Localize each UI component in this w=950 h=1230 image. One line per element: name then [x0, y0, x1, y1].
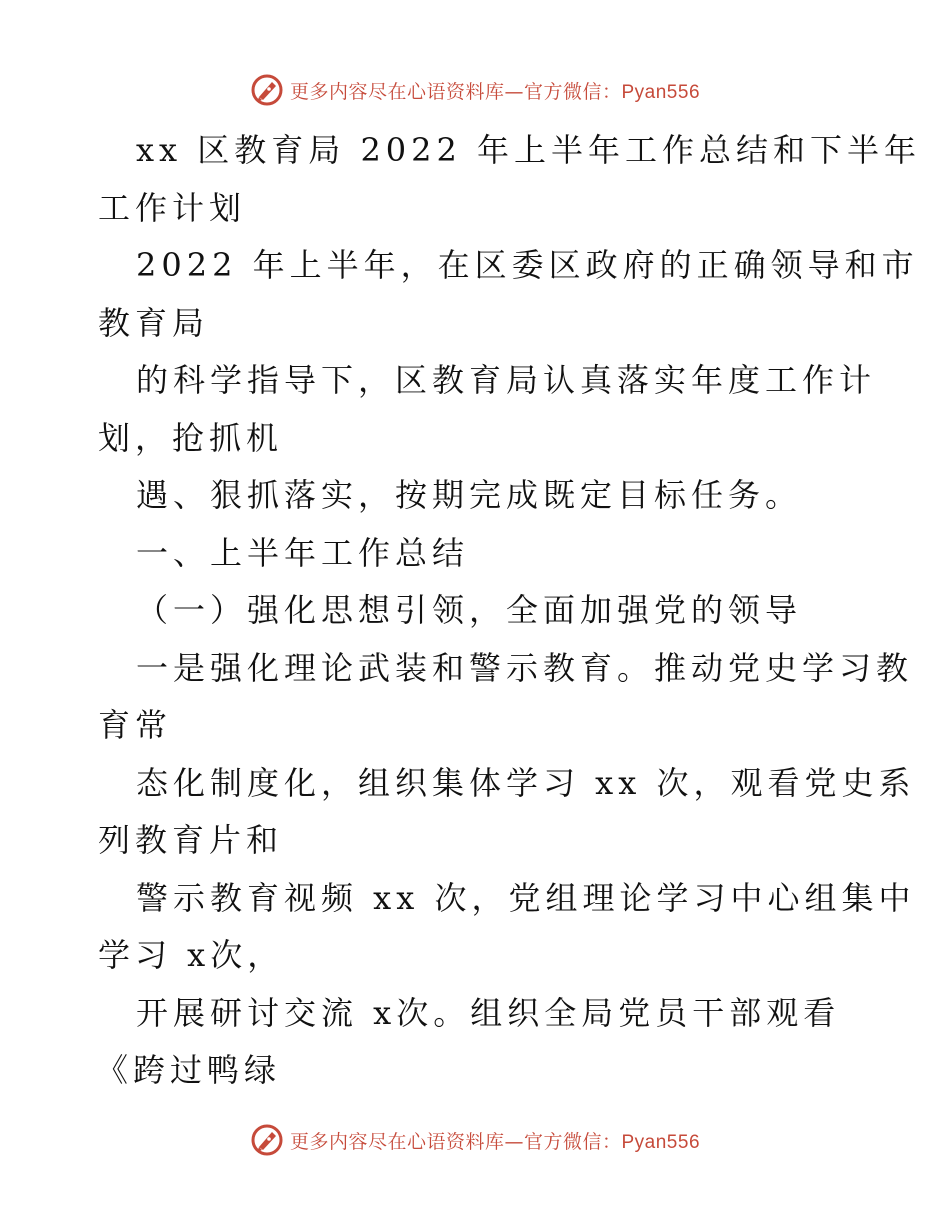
watermark-text: 更多内容尽在心语资料库—官方微信：Pyan556: [289, 1130, 701, 1153]
paragraph-line: 列教育片和: [98, 821, 284, 859]
paragraph-line: 态化制度化，组织集体学习 xx 次，观看党史系: [136, 763, 916, 802]
paragraph-line: 一是强化理论武装和警示教育。推动党史学习教: [136, 648, 914, 687]
watermark-handle: Pyan556: [621, 81, 701, 103]
subsection-heading: （一）强化思想引领，全面加强党的领导: [136, 591, 803, 629]
paragraph-line: 开展研讨交流 x次。组织全局党员干部观看: [136, 993, 841, 1032]
pen-nib-logo-icon: [250, 1123, 284, 1157]
paragraph-line: 育常: [98, 706, 173, 744]
title-line-1: xx 区教育局 2022 年上半年工作总结和下半年: [136, 131, 922, 169]
header-watermark: [0, 70, 950, 110]
paragraph-line: 警示教育视频 xx 次，党组理论学习中心组集中: [136, 878, 916, 917]
paragraph-line: 划，抢抓机: [98, 418, 284, 457]
footer-watermark: [0, 1120, 950, 1160]
watermark-handle: Pyan556: [621, 1131, 701, 1153]
paragraph-line: 遇、狠抓落实，按期完成既定目标任务。: [136, 476, 803, 514]
watermark-text: 更多内容尽在心语资料库—官方微信：Pyan556: [289, 80, 701, 103]
pen-nib-logo-icon: [250, 73, 284, 107]
paragraph-line: 学习 x次，: [98, 936, 285, 974]
document-body: [96, 122, 922, 1100]
paragraph-line: 的科学指导下，区教育局认真落实年度工作计: [136, 361, 877, 399]
paragraph-line: 《跨过鸭绿: [96, 1051, 282, 1089]
section-heading: 一、上半年工作总结: [136, 533, 470, 572]
paragraph-line: 教育局: [98, 303, 210, 342]
title-line-2: 工作计划: [98, 188, 247, 227]
paragraph-line: 2022 年上半年，在区委区政府的正确领导和市: [136, 246, 919, 284]
